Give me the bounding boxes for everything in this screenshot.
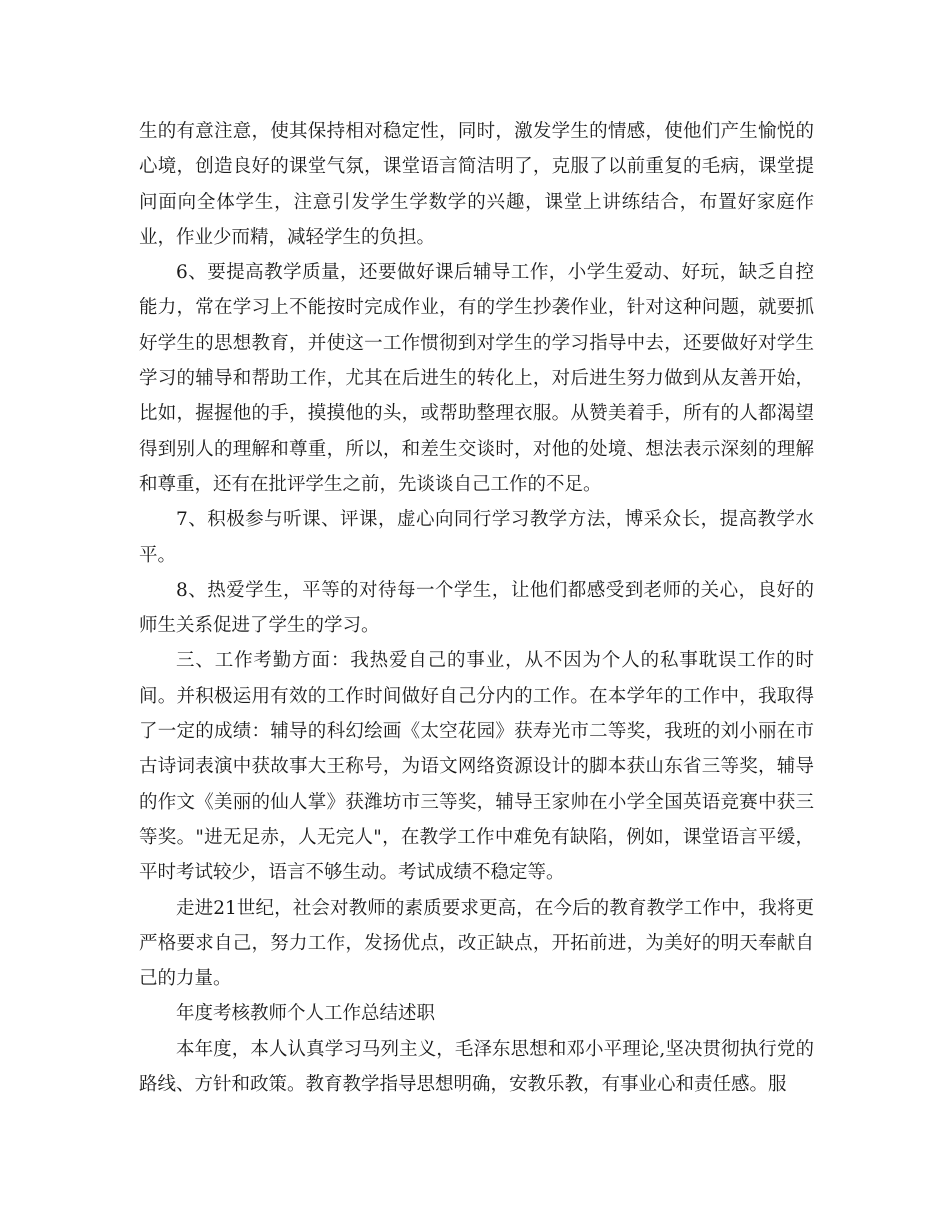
paragraph-item-8: 8、热爱学生，平等的对待每一个学生，让他们都感受到老师的关心，良好的师生关系促进了学生的学习。 (139, 579, 814, 637)
paragraph-continuation: 生的有意注意，使其保持相对稳定性，同时，激发学生的情感，使他们产生愉悦的心境，创造良好的课堂气氛，课堂语言简洁明了，克服了以前重复的毛病，课堂提问面向全体学生，注意引发学生学数学的兴趣，课堂上讲练结合，布置好家庭作业，作业少而精，减轻学生的负担。 (139, 121, 814, 248)
paragraph-item-7: 7、积极参与听课、评课，虚心向同行学习教学方法，博采众长，提高教学水平。 (139, 509, 814, 566)
paragraph-attendance: 三、工作考勤方面：我热爱自己的事业，从不因为个人的私事耽误工作的时间。并积极运用有效的工作时间做好自己分内的工作。在本学年的工作中，我取得了一定的成绩：辅导的科幻绘画《太空花园》获寿光市二等奖，我班的刘小丽在市古诗词表演中获故事大王称号，为语文网络资源设计的脚本获山东省三等奖，辅导的作文《美丽的仙人掌》获潍坊市三等奖，辅导王家帅在小学全国英语竞赛中获三等奖。"进无足赤，人无完人"，在教学工作中难免有缺陷，例如，课堂语言平缓，平时考试较少，语言不够生动。考试成绩不稳定等。 (139, 650, 814, 884)
section-heading: 年度考核教师个人工作总结述职 (176, 1003, 436, 1025)
paragraph-annual-review: 本年度，本人认真学习马列主义，毛泽东思想和邓小平理论,坚决贯彻执行党的路线、方针和政策。教育教学指导思想明确，安教乐教，有事业心和责任感。服 (139, 1038, 814, 1096)
document-body (139, 114, 814, 1102)
paragraph-item-6: 6、要提高教学质量，还要做好课后辅导工作，小学生爱动、好玩，缺乏自控能力，常在学习上不能按时完成作业，有的学生抄袭作业，针对这种问题，就要抓好学生的思想教育，并使这一工作惯彻到对学生的学习指导中去，还要做好对学生学习的辅导和帮助工作，尤其在后进生的转化上，对后进生努力做到从友善开始，比如，握握他的手，摸摸他的头，或帮助整理衣服。从赞美着手，所有的人都渴望得到别人的理解和尊重，所以，和差生交谈时，对他的处境、想法表示深刻的理解和尊重，还有在批评学生之前，先谈谈自己工作的不足。 (139, 262, 814, 495)
paragraph-outlook: 走进21世纪，社会对教师的素质要求更高，在今后的教育教学工作中，我将更严格要求自己，努力工作，发扬优点，改正缺点，开拓前进，为美好的明天奉献自己的力量。 (139, 897, 814, 990)
